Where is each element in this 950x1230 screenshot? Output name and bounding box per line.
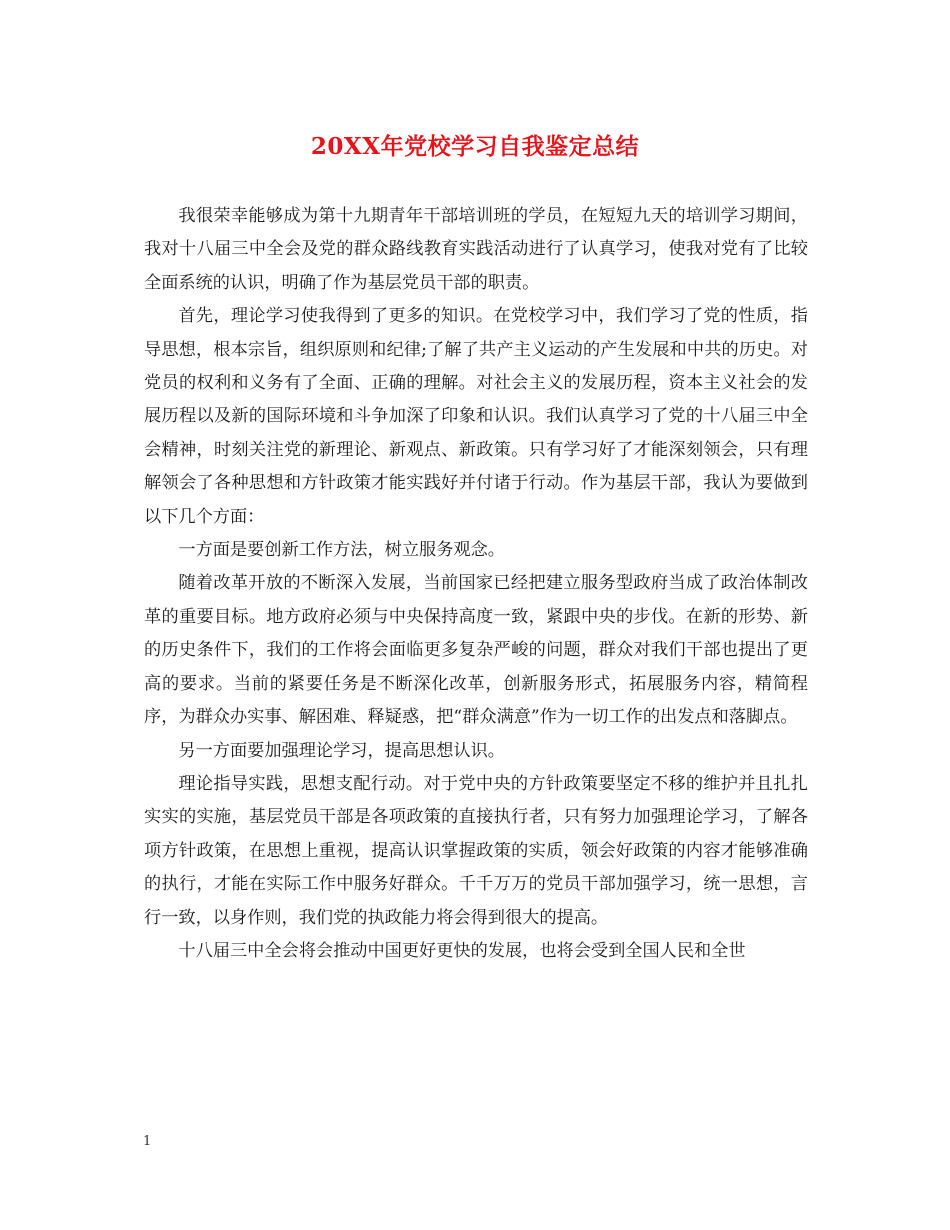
paragraph: 我很荣幸能够成为第十九期青年干部培训班的学员，在短短九天的培训学习期间，我对十八届三中全会及党的群众路线教育实践活动进行了认真学习，使我对党有了比较全面系统的认识，明确了作为基层党员干部的职责。 <box>144 206 808 293</box>
paragraph: 随着改革开放的不断深入发展，当前国家已经把建立服务型政府当成了政治体制改革的重要目标。地方政府必须与中央保持高度一致，紧跟中央的步伐。在新的形势、新的历史条件下，我们的工作将会面临更多复杂严峻的问题，群众对我们干部也提出了更高的要求。当前的紧要任务是不断深化改革，创新服务形式，拓展服务内容，精简程序，为群众办实事、解困难、释疑惑，把“群众满意”作为一切工作的出发点和落脚点。 <box>144 573 808 728</box>
paragraph: 一方面是要创新工作方法，树立服务观念。 <box>178 540 505 561</box>
paragraph: 首先，理论学习使我得到了更多的知识。在党校学习中，我们学习了党的性质，指导思想，根本宗旨，组织原则和纪律;了解了共产主义运动的产生发展和中共的历史。对党员的权利和义务有了全面、正确的理解。对社会主义的发展历程，资本主义社会的发展历程以及新的国际环境和斗争加深了印象和认识。我们认真学习了党的十八届三中全会精神，时刻关注党的新理论、新观点、新政策。只有学习好了才能深刻领会，只有理解领会了各种思想和方针政策才能实践好并付诸于行动。作为基层干部，我认为要做到以下几个方面： <box>144 306 808 527</box>
paragraph: 理论指导实践，思想支配行动。对于党中央的方针政策要坚定不移的维护并且扎扎实实的实施，基层党员干部是各项政策的直接执行者，只有努力加强理论学习，了解各项方针政策，在思想上重视，提高认识掌握政策的实质，领会好政策的内容才能够准确的执行，才能在实际工作中服务好群众。千千万万的党员干部加强学习，统一思想，言行一致，以身作则，我们党的执政能力将会得到很大的提高。 <box>144 773 808 928</box>
document-body <box>144 200 808 968</box>
document-title: 20XX年党校学习自我鉴定总结 <box>310 133 640 160</box>
page-number: 1 <box>143 1134 152 1149</box>
paragraph: 十八届三中全会将会推动中国更好更快的发展，也将会受到全国人民和全世 <box>178 940 746 961</box>
paragraph: 另一方面要加强理论学习，提高思想认识。 <box>178 740 505 761</box>
